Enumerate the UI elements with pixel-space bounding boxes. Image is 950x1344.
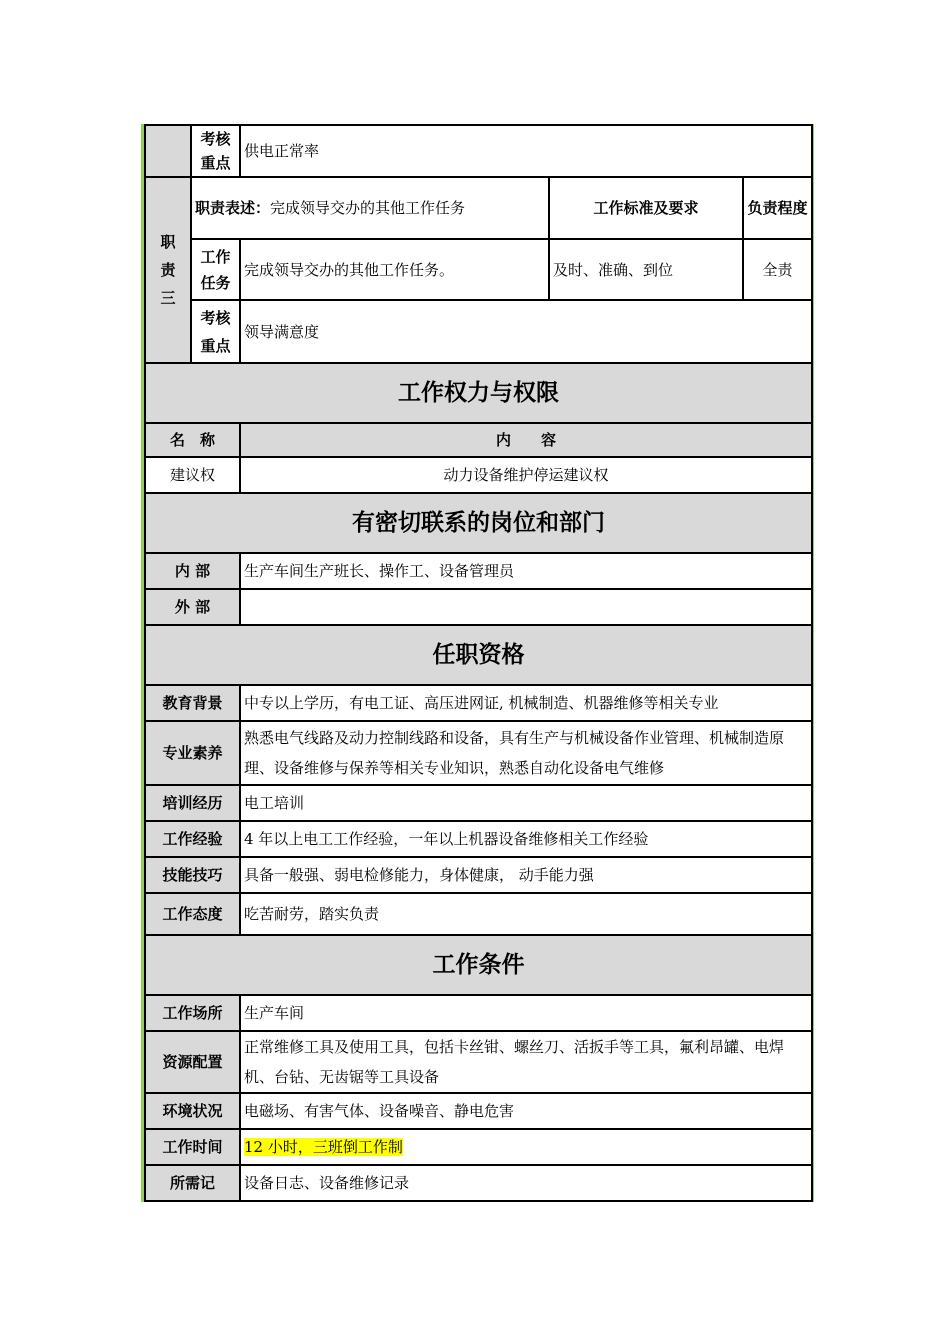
authority-row-content: 动力设备维护停运建议权 (240, 457, 812, 493)
duty3-check-value: 领导满意度 (240, 300, 812, 363)
conditions-title: 工作条件 (145, 935, 812, 995)
relations-internal-label: 内 部 (145, 553, 240, 589)
qualification-label: 工作经验 (145, 821, 240, 857)
duty3-desc-label: 职责表述： (195, 199, 271, 217)
authority-col-name: 名 称 (145, 423, 240, 457)
authority-row-name: 建议权 (145, 457, 240, 493)
qualification-value: 具备一般强、弱电检修能力，身体健康， 动手能力强 (240, 857, 812, 893)
conditions-title-row (145, 935, 812, 995)
duty3-task-row (145, 239, 812, 300)
qualification-value: 中专以上学历，有电工证、高压进网证, 机械制造、机器维修等相关专业 (240, 685, 812, 721)
authority-col-content: 内 容 (240, 423, 812, 457)
qualification-row (145, 721, 812, 785)
conditions-label: 工作场所 (145, 995, 240, 1031)
conditions-value: 正常维修工具及使用工具，包括卡丝钳、螺丝刀、活扳手等工具，氟利昂罐、电焊机、台钻、无齿锯等工具设备 (240, 1031, 812, 1093)
authority-row (145, 457, 812, 493)
qualification-label: 工作态度 (145, 893, 240, 935)
qualification-title-row (145, 625, 812, 685)
conditions-label: 环境状况 (145, 1093, 240, 1129)
qualification-value: 4 年以上电工工作经验，一年以上机器设备维修相关工作经验 (240, 821, 812, 857)
qualification-row (145, 893, 812, 935)
qualification-label: 教育背景 (145, 685, 240, 721)
qualification-label: 专业素养 (145, 721, 240, 785)
relations-title: 有密切联系的岗位和部门 (145, 493, 812, 553)
conditions-value: 电磁场、有害气体、设备噪音、静电危害 (240, 1093, 812, 1129)
authority-title-row (145, 363, 812, 423)
relations-internal-value: 生产车间生产班长、操作工、设备管理员 (240, 553, 812, 589)
relations-external-row (145, 589, 812, 625)
conditions-row (145, 1129, 812, 1165)
duty3-task-resp: 全责 (743, 239, 812, 300)
duty3-desc-cell (191, 177, 549, 239)
duty3-standard-header: 工作标准及要求 (549, 177, 743, 239)
relations-internal-row (145, 553, 812, 589)
conditions-value: 设备日志、设备维修记录 (240, 1165, 812, 1201)
qualification-row (145, 857, 812, 893)
qualification-title: 任职资格 (145, 625, 812, 685)
qualification-row (145, 685, 812, 721)
authority-header-row (145, 423, 812, 457)
conditions-row (145, 1165, 812, 1201)
conditions-label: 资源配置 (145, 1031, 240, 1093)
qualification-row (145, 785, 812, 821)
duty3-task-label: 工作 任务 (191, 239, 240, 300)
relations-external-label: 外 部 (145, 589, 240, 625)
job-description-page (141, 124, 814, 1202)
duty2-group-cell (145, 125, 191, 177)
duty2-check-value: 供电正常率 (240, 125, 812, 177)
conditions-row (145, 1031, 812, 1093)
duty3-task-value: 完成领导交办的其他工作任务。 (240, 239, 549, 300)
authority-title: 工作权力与权限 (145, 363, 812, 423)
relations-title-row (145, 493, 812, 553)
qualification-label: 培训经历 (145, 785, 240, 821)
relations-external-value (240, 589, 812, 625)
duty2-check-row (145, 125, 812, 177)
duty3-task-standard: 及时、准确、到位 (549, 239, 743, 300)
duty3-check-row (145, 300, 812, 363)
qualification-row (145, 821, 812, 857)
conditions-label: 所需记 (145, 1165, 240, 1201)
conditions-row (145, 1093, 812, 1129)
duty3-desc-row (145, 177, 812, 239)
qualification-label: 技能技巧 (145, 857, 240, 893)
qualification-value: 熟悉电气线路及动力控制线路和设备，具有生产与机械设备作业管理、机械制造原理、设备维修与保养等相关专业知识，熟悉自动化设备电气维修 (240, 721, 812, 785)
conditions-value: 生产车间 (240, 995, 812, 1031)
duty3-resp-header: 负责程度 (743, 177, 812, 239)
conditions-value-cell (240, 1129, 812, 1165)
duty3-desc-value: 完成领导交办的其他工作任务 (270, 199, 466, 217)
job-description-table (144, 124, 813, 1202)
qualification-value: 电工培训 (240, 785, 812, 821)
conditions-row (145, 995, 812, 1031)
qualification-value: 吃苦耐劳，踏实负责 (240, 893, 812, 935)
conditions-value-highlight: 12 小时，三班倒工作制 (244, 1138, 403, 1156)
conditions-label: 工作时间 (145, 1129, 240, 1165)
duty3-group-label: 职 责 三 (145, 177, 191, 363)
duty2-check-label: 考核 重点 (191, 125, 240, 177)
duty3-check-label: 考核 重点 (191, 300, 240, 363)
